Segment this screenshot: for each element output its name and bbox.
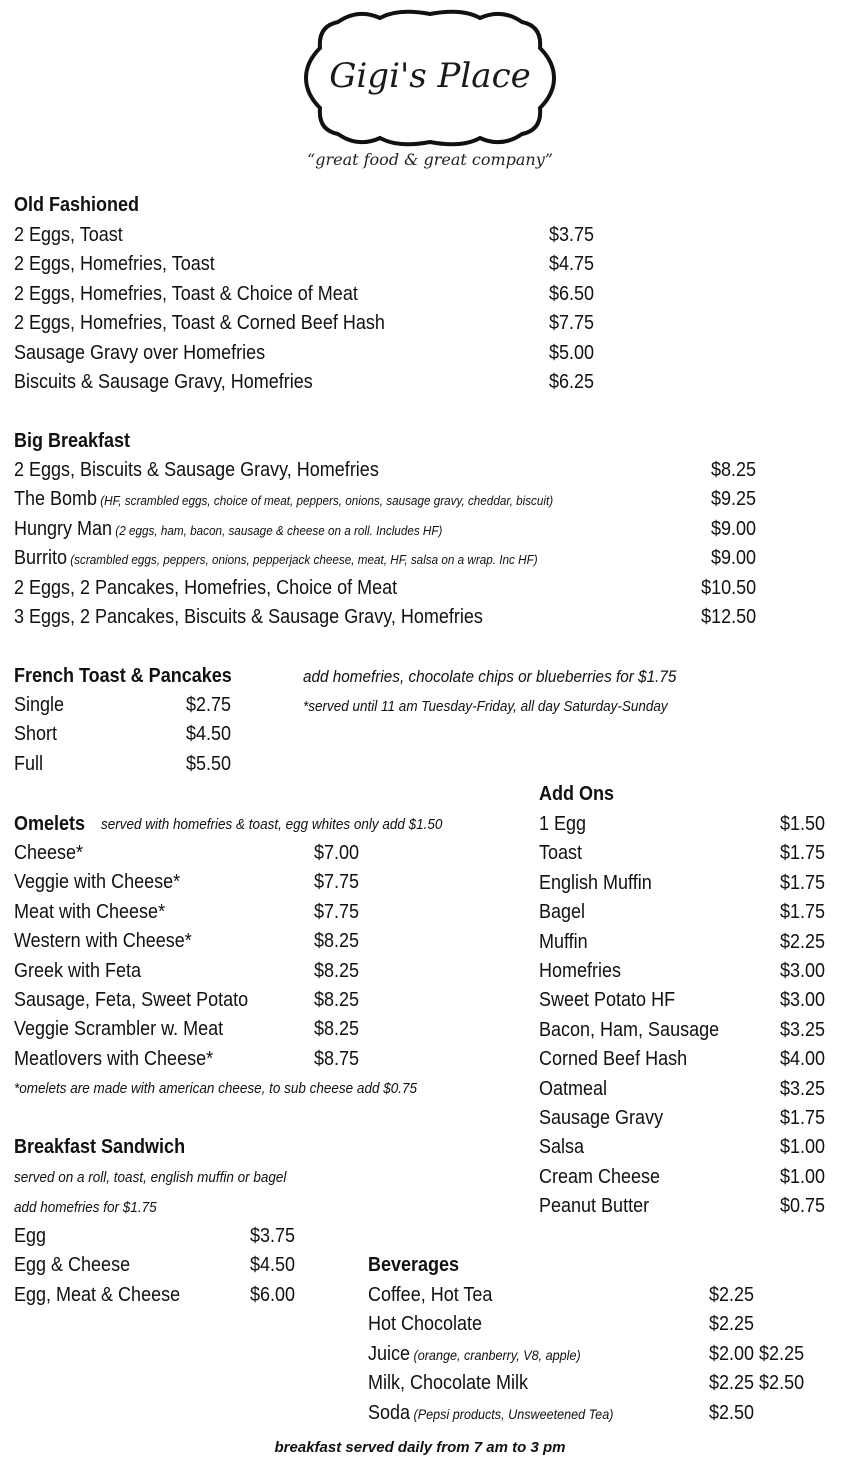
- omelet-item-price: $8.25: [314, 1018, 360, 1041]
- beverage-item-name: Hot Chocolate: [368, 1313, 483, 1336]
- big-breakfast-item-price: $10.50: [700, 576, 756, 599]
- omelets-subnote: served with homefries & toast, egg whites only add $1.50: [101, 816, 443, 833]
- tagline: “great food & great company”: [307, 150, 553, 169]
- big-breakfast-item-detail: (scrambled eggs, peppers, onions, pepperjack cheese, meat, HF, salsa on a wrap. Inc HF): [67, 552, 538, 568]
- beverage-item-detail: (orange, cranberry, V8, apple): [410, 1346, 581, 1363]
- sandwich-item-price: $4.50: [250, 1254, 296, 1277]
- add-on-item-name: Sweet Potato HF: [539, 989, 676, 1012]
- beverage-item-name: Soda (Pepsi products, Unsweetened Tea): [368, 1401, 614, 1424]
- omelet-item-name: Meatlovers with Cheese*: [14, 1047, 214, 1070]
- beverage-item-price: $2.25: [709, 1313, 755, 1336]
- add-on-item-price: $3.00: [780, 960, 826, 982]
- footer-hours: breakfast served daily from 7 am to 3 pm: [274, 1439, 566, 1456]
- french-toast-item-price: $2.75: [186, 694, 232, 716]
- old-fashioned-item-name: Biscuits & Sausage Gravy, Homefries: [14, 371, 313, 393]
- old-fashioned-heading: Old Fashioned: [14, 194, 140, 216]
- add-on-item-name: Muffin: [539, 930, 588, 953]
- add-ons-heading: Add Ons: [539, 783, 615, 805]
- french-toast-hours-note: *served until 11 am Tuesday-Friday, all day Saturday-Sunday: [303, 698, 668, 715]
- add-on-item-name: Bagel: [539, 901, 586, 924]
- omelet-item-name: Meat with Cheese*: [14, 900, 166, 923]
- french-toast-item-price: $4.50: [186, 723, 232, 746]
- old-fashioned-item-price: $4.75: [549, 253, 595, 276]
- old-fashioned-item-name: 2 Eggs, Toast: [14, 224, 123, 246]
- add-on-item-name: Toast: [539, 842, 583, 865]
- sandwich-item-name: Egg: [14, 1225, 47, 1247]
- big-breakfast-item-name: Hungry Man (2 eggs, ham, bacon, sausage & cheese on a roll. Includes HF): [14, 517, 443, 540]
- add-on-item-name: Cream Cheese: [539, 1165, 661, 1188]
- omelet-item-name: Greek with Feta: [14, 959, 142, 982]
- sandwich-heading: Breakfast Sandwich: [14, 1136, 186, 1158]
- big-breakfast-item-detail: (HF, scrambled eggs, choice of meat, peppers, onions, sausage gravy, cheddar, biscuit): [97, 493, 554, 509]
- omelet-item-price: $7.75: [314, 871, 360, 894]
- add-on-item-price: $1.00: [780, 1165, 826, 1188]
- omelet-item-price: $8.25: [314, 989, 360, 1011]
- beverage-item-price: $2.25: [709, 1284, 755, 1306]
- big-breakfast-item-name: 2 Eggs, Biscuits & Sausage Gravy, Homefries: [14, 459, 379, 481]
- add-on-item-price: $1.75: [780, 871, 826, 894]
- add-on-item-price: $1.75: [780, 1107, 826, 1129]
- omelets-heading: Omelets: [14, 813, 86, 835]
- omelet-item-name: Western with Cheese*: [14, 930, 192, 953]
- add-on-item-name: Corned Beef Hash: [539, 1048, 688, 1071]
- add-on-item-price: $1.75: [780, 901, 826, 924]
- omelet-item-price: $7.00: [314, 842, 360, 864]
- sandwich-item-price: $3.75: [250, 1225, 296, 1247]
- add-on-item-name: Bacon, Ham, Sausage: [539, 1018, 720, 1041]
- add-on-item-name: Homefries: [539, 960, 622, 982]
- logo: [298, 4, 562, 152]
- big-breakfast-heading: Big Breakfast: [14, 430, 131, 452]
- old-fashioned-item-price: $3.75: [549, 224, 595, 246]
- add-on-item-name: English Muffin: [539, 871, 652, 894]
- big-breakfast-item-price: $8.25: [710, 459, 756, 481]
- beverage-item-name: Coffee, Hot Tea: [368, 1284, 493, 1306]
- omelet-item-price: $8.25: [314, 959, 360, 982]
- big-breakfast-item-price: $9.00: [710, 547, 756, 570]
- big-breakfast-item-price: $9.25: [710, 488, 756, 511]
- add-on-item-price: $3.00: [780, 989, 826, 1012]
- omelet-item-name: Veggie Scrambler w. Meat: [14, 1018, 224, 1041]
- beverage-item-price: $2.25 $2.50: [709, 1372, 805, 1395]
- old-fashioned-item-price: $6.25: [549, 371, 595, 393]
- sandwich-item-name: Egg & Cheese: [14, 1254, 131, 1277]
- old-fashioned-item-price: $6.50: [549, 282, 595, 305]
- big-breakfast-item-name: 2 Eggs, 2 Pancakes, Homefries, Choice of Meat: [14, 576, 398, 599]
- beverage-item-name: Milk, Chocolate Milk: [368, 1372, 529, 1395]
- add-on-item-name: Salsa: [539, 1136, 585, 1159]
- big-breakfast-item-price: $12.50: [700, 606, 756, 628]
- omelet-item-name: Veggie with Cheese*: [14, 871, 181, 894]
- big-breakfast-item-detail: (2 eggs, ham, bacon, sausage & cheese on a roll. Includes HF): [112, 522, 443, 538]
- beverage-item-detail: (Pepsi products, Unsweetened Tea): [410, 1405, 614, 1422]
- add-on-item-price: $1.00: [780, 1136, 826, 1159]
- add-on-item-price: $3.25: [780, 1077, 826, 1100]
- beverage-item-price: $2.50: [709, 1401, 755, 1424]
- omelet-item-name: Cheese*: [14, 842, 84, 864]
- add-on-item-name: 1 Egg: [539, 813, 587, 835]
- beverage-item-price: $2.00 $2.25: [709, 1342, 805, 1365]
- french-toast-item-price: $5.50: [186, 752, 232, 775]
- add-on-item-price: $0.75: [780, 1195, 826, 1218]
- old-fashioned-item-name: 2 Eggs, Homefries, Toast: [14, 253, 215, 276]
- add-on-item-price: $4.00: [780, 1048, 826, 1071]
- omelets-footnote: *omelets are made with american cheese, to sub cheese add $0.75: [14, 1080, 418, 1097]
- old-fashioned-item-name: Sausage Gravy over Homefries: [14, 341, 266, 364]
- old-fashioned-item-name: 2 Eggs, Homefries, Toast & Choice of Meat: [14, 282, 358, 305]
- omelet-item-name: Sausage, Feta, Sweet Potato: [14, 989, 249, 1011]
- old-fashioned-item-price: $7.75: [549, 312, 595, 335]
- add-on-item-price: $2.25: [780, 930, 826, 953]
- big-breakfast-item-price: $9.00: [710, 517, 756, 540]
- logo-text: Gigi's Place: [329, 56, 531, 96]
- omelet-item-price: $8.75: [314, 1047, 360, 1070]
- omelet-item-price: $8.25: [314, 930, 360, 953]
- add-on-item-name: Oatmeal: [539, 1077, 608, 1100]
- french-toast-item-name: Single: [14, 694, 65, 716]
- beverages-heading: Beverages: [368, 1254, 460, 1276]
- big-breakfast-item-name: Burrito (scrambled eggs, peppers, onions, pepperjack cheese, meat, HF, salsa on a wrap. Inc HF): [14, 547, 538, 570]
- sandwich-homefries-note: add homefries for $1.75: [14, 1199, 157, 1216]
- big-breakfast-item-name: The Bomb (HF, scrambled eggs, choice of meat, peppers, onions, sausage gravy, cheddar, biscuit): [14, 488, 554, 511]
- add-on-item-price: $1.50: [780, 813, 826, 835]
- add-on-item-name: Sausage Gravy: [539, 1107, 664, 1129]
- french-toast-item-name: Short: [14, 723, 58, 746]
- beverage-item-name: Juice (orange, cranberry, V8, apple): [368, 1342, 581, 1365]
- add-on-item-price: $3.25: [780, 1018, 826, 1041]
- sandwich-item-name: Egg, Meat & Cheese: [14, 1283, 181, 1306]
- french-toast-note: add homefries, chocolate chips or blueberries for $1.75: [303, 667, 677, 686]
- add-on-item-name: Peanut Butter: [539, 1195, 650, 1218]
- old-fashioned-item-price: $5.00: [549, 341, 595, 364]
- french-toast-heading: French Toast & Pancakes: [14, 665, 232, 687]
- french-toast-item-name: Full: [14, 752, 44, 775]
- sandwich-note: served on a roll, toast, english muffin or bagel: [14, 1169, 287, 1186]
- old-fashioned-item-name: 2 Eggs, Homefries, Toast & Corned Beef Hash: [14, 312, 385, 335]
- sandwich-item-price: $6.00: [250, 1283, 296, 1306]
- big-breakfast-item-name: 3 Eggs, 2 Pancakes, Biscuits & Sausage Gravy, Homefries: [14, 606, 483, 628]
- omelet-item-price: $7.75: [314, 900, 360, 923]
- add-on-item-price: $1.75: [780, 842, 826, 865]
